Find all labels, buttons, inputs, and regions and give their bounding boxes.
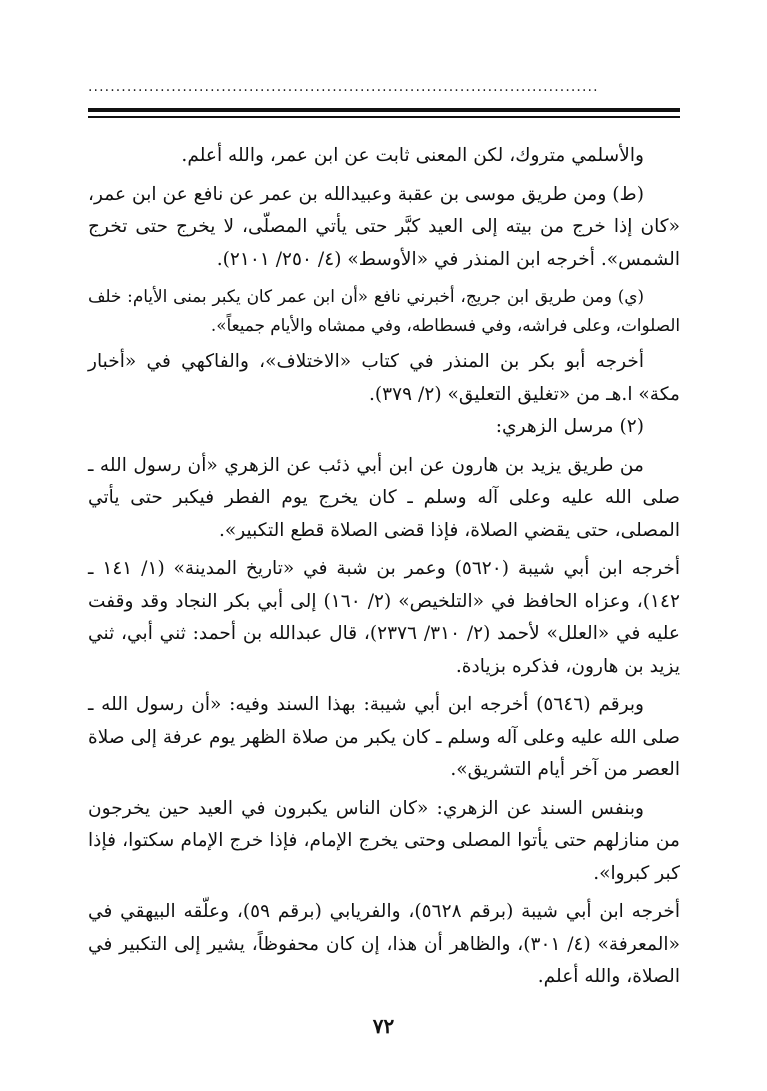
paragraph-1: والأسلمي متروك، لكن المعنى ثابت عن ابن عمر، والله أعلم.: [181, 145, 644, 166]
page-number: ٧٢: [372, 1014, 395, 1038]
header-dotted-line: ............................................................................................: [88, 80, 599, 94]
paragraph-7: وبرقم (٥٦٤٦) أخرجه ابن أبي شيبة: بهذا السند وفيه: «أن رسول الله ـ صلى الله عليه وعلى آله وسلم ـ كان يكبر من صلاة الظهر يوم عرفة إلى صلاة العصر من آخر أيام التشريق».: [88, 694, 680, 780]
section-heading: (٢) مرسل الزهري:: [495, 416, 644, 437]
paragraph-5: من طريق يزيد بن هارون عن ابن أبي ذئب عن الزهري «أن رسول الله ـ صلى الله عليه وعلى آله وسلم ـ كان يخرج يوم الفطر فيكبر حتى يأتي المصلى، حتى يقضي الصلاة، فإذا قضى الصلاة قطع التكبير».: [88, 454, 680, 541]
paragraph-8: وبنفس السند عن الزهري: «كان الناس يكبرون في العيد حين يخرجون من منازلهم حتى يأتوا المصلى وحتى يخرج الإمام، فإذا خرج الإمام سكتوا، فإذا كبر كبروا».: [88, 797, 680, 884]
header-rule-thin: [88, 116, 680, 118]
paragraph-6: أخرجه ابن أبي شيبة (٥٦٢٠) وعمر بن شبة في «تاريخ المدينة» (١/ ١٤١ ـ ١٤٢)، وعزاه الحافظ في «التلخيص» (٢/ ١٦٠) إلى أبي بكر النجاد وقد وقفت عليه في «العلل» لأحمد (٢/ ٣١٠/ ٢٣٧٦)، قال عبدالله بن أحمد: ثني أبي، ثني يزيد بن هارون، فذكره بزيادة.: [88, 558, 680, 677]
paragraph-2: (ط) ومن طريق موسى بن عقبة وعبيدالله بن عمر عن نافع عن ابن عمر، «كان إذا خرج من بيته إلى العيد كبَّر حتى يأتي المصلّى، لا يخرج حتى تخرج الشمس». أخرجه ابن المنذر في «الأوسط» (٤/ ٢٥٠/ ٢١٠١).: [88, 183, 680, 270]
paragraph-3: (ي) ومن طريق ابن جريج، أخبرني نافع «أن ابن عمر كان يكبر بمنى الأيام: خلف الصلوات، وعلى فراشه، وفي فسطاطه، وفي ممشاه والأيام جميعاً».: [88, 286, 680, 335]
paragraph-4: أخرجه أبو بكر بن المنذر في كتاب «الاختلاف»، والفاكهي في «أخبار مكة» ا.هـ من «تغليق التعليق» (٢/ ٣٧٩).: [88, 351, 680, 405]
paragraph-9: أخرجه ابن أبي شيبة (برقم ٥٦٢٨)، والفريابي (برقم ٥٩)، وعلّقه البيهقي في «المعرفة» (٤/ ٣٠١)، والظاهر أن هذا، إن كان محفوظاً، يشير إلى التكبير في الصلاة، والله أعلم.: [88, 901, 680, 987]
page-body: [88, 140, 680, 994]
header-rule-thick: [88, 108, 680, 112]
